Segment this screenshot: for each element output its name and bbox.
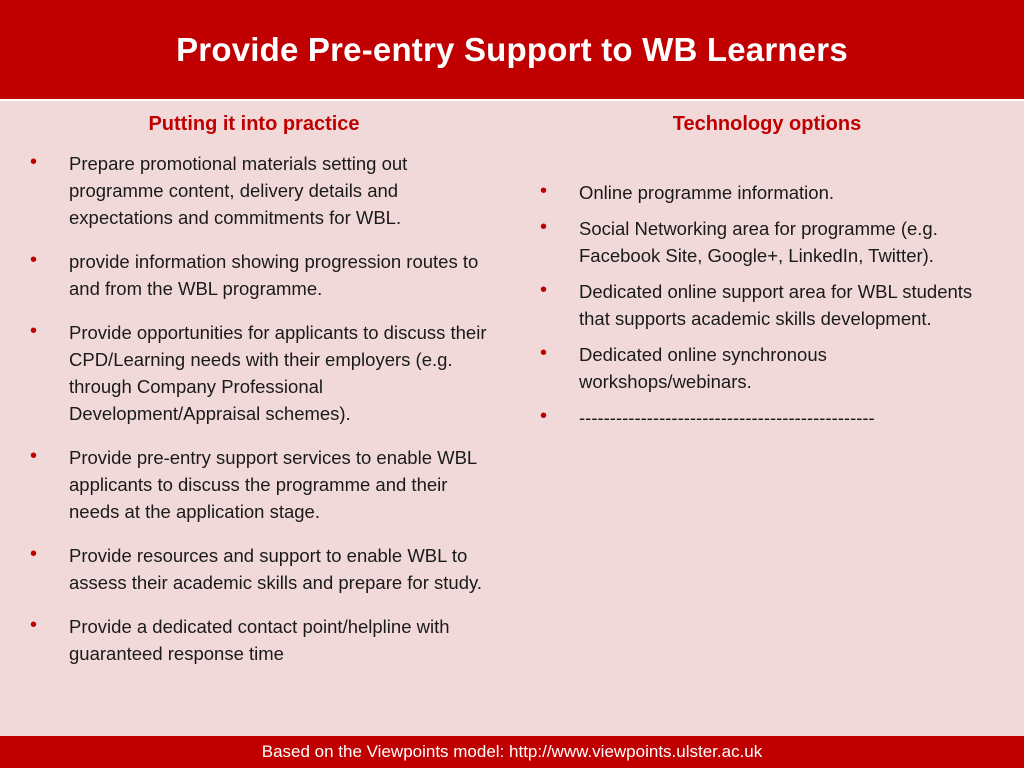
bullet-dot-icon: • — [540, 180, 548, 202]
bullet-dot-icon: • — [540, 216, 548, 238]
slide-footer — [0, 736, 1024, 768]
list-item-text: Provide resources and support to enable WBL to assess their academic skills and prepare for study. — [69, 545, 483, 593]
list-item — [22, 248, 492, 302]
list-item-text: Dedicated online support area for WBL students that supports academic skills development. — [579, 281, 973, 329]
list-item-text: Prepare promotional materials setting out programme content, delivery details and expectations and commitments for WBL. — [69, 153, 408, 228]
slide-header — [0, 0, 1024, 101]
practice-list — [22, 150, 492, 667]
list-item — [22, 444, 492, 525]
list-item — [22, 613, 492, 667]
list-item-text: Provide a dedicated contact point/helpline with guaranteed response time — [69, 616, 450, 664]
list-item-text: Dedicated online synchronous workshops/webinars. — [579, 344, 827, 392]
list-item-text: provide information showing progression routes to and from the WBL programme. — [69, 251, 479, 299]
list-item-text: Online programme information. — [579, 182, 834, 203]
slide-title: Provide Pre-entry Support to WB Learners — [176, 30, 848, 68]
practice-column — [22, 101, 492, 684]
bullet-dot-icon: • — [30, 151, 38, 173]
list-item-text: Social Networking area for programme (e.g. Facebook Site, Google+, LinkedIn, Twitter). — [579, 218, 938, 266]
list-item-text: ------------------------------------------------ — [579, 407, 875, 428]
list-item — [532, 179, 1002, 206]
bullet-dot-icon: • — [30, 249, 38, 271]
list-item-text: Provide opportunities for applicants to discuss their CPD/Learning needs with their employers (e.g. through Company Professional Development/Appraisal schemes). — [69, 322, 487, 424]
list-item — [22, 150, 492, 231]
list-item — [22, 319, 492, 427]
list-item-text: Provide pre-entry support services to enable WBL applicants to discuss the programme and their needs at the application stage. — [69, 447, 477, 522]
bullet-dot-icon: • — [540, 405, 548, 427]
practice-heading: Putting it into practice — [148, 113, 360, 135]
bullet-dot-icon: • — [30, 320, 38, 342]
technology-heading: Technology options — [672, 113, 862, 135]
footer-text: Based on the Viewpoints model: http://www.viewpoints.ulster.ac.uk — [261, 742, 763, 761]
technology-list — [532, 179, 1002, 431]
bullet-dot-icon: • — [540, 279, 548, 301]
technology-column — [532, 101, 1002, 440]
bullet-dot-icon: • — [30, 543, 38, 565]
bullet-dot-icon: • — [30, 614, 38, 636]
list-item — [532, 341, 1002, 395]
list-item — [532, 278, 1002, 332]
list-item — [22, 542, 492, 596]
bullet-dot-icon: • — [540, 342, 548, 364]
list-item — [532, 404, 1002, 431]
bullet-dot-icon: • — [30, 445, 38, 467]
list-item — [532, 215, 1002, 269]
